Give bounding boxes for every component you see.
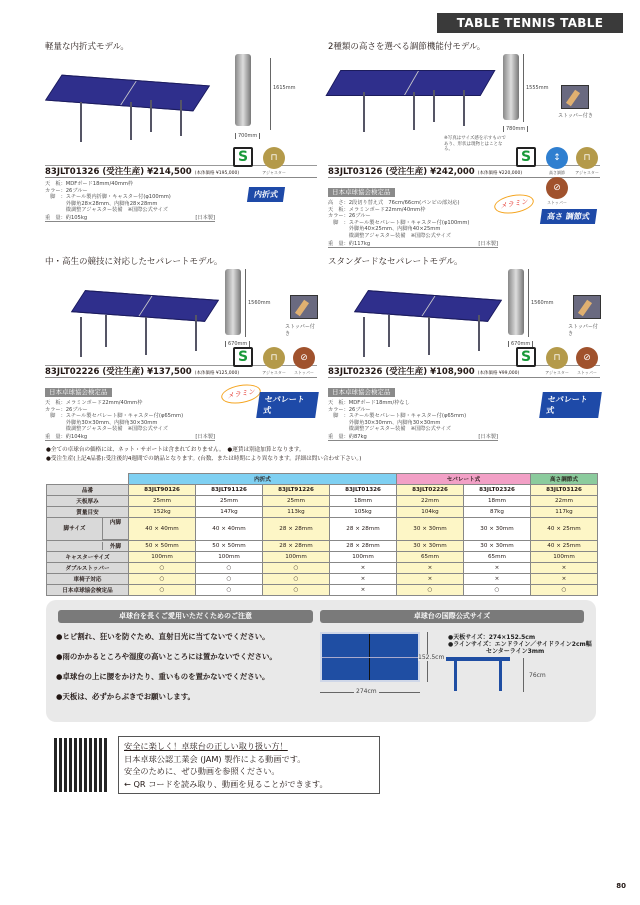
table-cell: 28 × 28mm <box>330 518 397 541</box>
height-dimension-line <box>523 658 524 692</box>
stopper-photo <box>290 295 318 319</box>
table-cell: 113kg <box>263 507 330 518</box>
table-cell: × <box>330 585 397 596</box>
table-cell: 83JLT01326 <box>330 485 397 496</box>
height-dimension: 1560mm <box>531 300 554 306</box>
spec-block <box>45 379 215 441</box>
table-cell: 83JLT02326 <box>464 485 531 496</box>
table-cell: ○ <box>263 585 330 596</box>
length-label: 274cm <box>356 688 377 695</box>
table-cell: 40 × 25mm <box>531 518 598 541</box>
line-size: ●ラインサイズ：エンドライン／サイドライン2cm幅 <box>448 641 592 648</box>
table-cell: × <box>464 563 531 574</box>
group-header: 高さ調節式 <box>531 474 598 485</box>
table-cell: ○ <box>129 563 196 574</box>
caution-item: ●ヒビ割れ、狂いを防ぐため、直射日光に当てないでください。 <box>56 632 270 641</box>
table-row <box>47 552 598 563</box>
price-notes <box>46 446 361 464</box>
icon-label: ストッパー <box>577 370 597 375</box>
spec-comparison-table <box>46 473 598 596</box>
table-cell: 22mm <box>531 496 598 507</box>
caution-item: ●卓球台の上に腰をかけたり、重いものを置かないでください。 <box>56 672 270 681</box>
table-cell: 30 × 30mm <box>397 541 464 552</box>
table-row <box>47 485 598 496</box>
table-cell: ○ <box>464 585 531 596</box>
product-block <box>328 255 600 455</box>
table-cell: × <box>464 574 531 585</box>
table-cell: 100mm <box>129 552 196 563</box>
table-cell: 83JLT03126 <box>531 485 598 496</box>
stopper-note: ストッパー付き <box>558 113 593 119</box>
height-dimension-line <box>270 58 271 130</box>
price: ¥137,500 <box>147 367 192 377</box>
table-cell: 25mm <box>196 496 263 507</box>
table-cell: 100mm <box>263 552 330 563</box>
table-cell: 105kg <box>330 507 397 518</box>
icon-label: 高さ調節 <box>549 170 565 175</box>
table-cell: 18mm <box>330 496 397 507</box>
folded-table-photo <box>503 54 519 120</box>
product-block <box>328 40 600 247</box>
table-row <box>47 518 598 541</box>
table-cell: 100mm <box>196 552 263 563</box>
table-cell: ○ <box>397 585 464 596</box>
spec-line: 外脚角30×30mm、内脚角30×30mm <box>328 419 441 426</box>
table-top-diagram <box>320 632 420 682</box>
order-type: (受注生産) <box>102 167 145 177</box>
table-cell: ○ <box>531 585 598 596</box>
stopper-note: ストッパー付き <box>568 324 598 337</box>
order-type: (受注生産) <box>385 367 428 377</box>
spec-line: 高 さ：2段切り替え式 76cm/66cm(パンピの部対応) <box>328 200 460 206</box>
type-badge: セパレート式 <box>256 392 319 418</box>
group-header: セパレート式 <box>397 474 531 485</box>
page-number: 80 <box>616 882 626 890</box>
table-row <box>47 496 598 507</box>
stopper-note: ストッパー付き <box>285 324 315 337</box>
spec-line: 微調整アジャスター装備 ※国際公式サイズ <box>45 207 168 214</box>
video-info-box <box>118 736 380 794</box>
table-row <box>47 541 598 552</box>
certified-badge: 日本卓球協会検定品 <box>45 388 112 397</box>
table-cell: 147kg <box>196 507 263 518</box>
width-label: 152.5cm <box>418 654 445 661</box>
table-row <box>47 563 598 574</box>
type-badge: 内折式 <box>247 187 285 202</box>
spec-line: カラー：26ブルー <box>328 406 371 413</box>
origin: [日本製] <box>478 240 498 247</box>
row-label: ダブルストッパー <box>47 563 129 574</box>
row-label: 外脚 <box>102 542 128 550</box>
table-cell: 22mm <box>397 496 464 507</box>
spec-line: 脚 ：スチール製セパレート脚・キャスター付(φ100mm) <box>328 219 470 226</box>
table-cell: × <box>397 563 464 574</box>
model-number: 83JLT03126 <box>328 167 383 177</box>
top-size: ●天板サイズ：274×152.5cm <box>448 634 536 641</box>
table-cell: × <box>397 574 464 585</box>
width-dimension: 670mm <box>508 341 533 347</box>
table-cell: 30 × 30mm <box>397 518 464 541</box>
table-cell: 18mm <box>464 496 531 507</box>
table-photo <box>348 295 498 365</box>
height-dimension-line <box>245 269 246 337</box>
row-label: 天板厚み <box>47 496 129 507</box>
height-dimension-line <box>528 269 529 337</box>
table-cell: 83JLT90126 <box>129 485 196 496</box>
height-dimension: 1560mm <box>248 300 271 306</box>
height-dimension-line <box>523 54 524 122</box>
height-dimension: 1555mm <box>526 85 549 91</box>
table-cell: ○ <box>129 585 196 596</box>
adjuster-icon: ⊓ <box>576 147 598 169</box>
weight: 重 量：約87kg <box>328 433 367 440</box>
leg-size-label: 脚サイズ <box>63 526 86 532</box>
weight: 重 量：約105kg <box>45 214 88 221</box>
price: ¥242,000 <box>430 167 475 177</box>
caution-title: 卓球台を長くご愛用いただくためのご注意 <box>58 610 313 623</box>
qr-code[interactable] <box>54 738 108 792</box>
table-cell: 65mm <box>464 552 531 563</box>
table-side-diagram <box>446 657 510 661</box>
model-number: 83JLT01326 <box>45 167 100 177</box>
s-mark-icon: S <box>516 347 536 367</box>
table-cell: 30 × 30mm <box>464 541 531 552</box>
table-cell: 83JLT02226 <box>397 485 464 496</box>
base-price: (本体価格 ¥220,000) <box>477 171 523 176</box>
spec-line: カラー：26ブルー <box>45 187 88 194</box>
folded-table-photo <box>225 269 241 335</box>
spec-line: 外脚角30×30mm、内脚角30×30mm <box>45 419 158 426</box>
melamine-badge: メラミン <box>220 382 263 407</box>
table-row <box>47 507 598 518</box>
spec-block <box>328 179 498 248</box>
table-cell: ○ <box>196 585 263 596</box>
height-dimension: 1615mm <box>273 85 296 91</box>
spec-line: 微調整アジャスター装備 ※国際公式サイズ <box>45 426 168 433</box>
product-tagline: 2種類の高さを選べる調節機能付モデル。 <box>328 42 486 52</box>
spec-line: カラー：26ブルー <box>45 406 88 413</box>
icon-label: アジャスター <box>545 370 569 375</box>
table-cell: 87kg <box>464 507 531 518</box>
s-mark-icon: S <box>233 147 253 167</box>
height-adjust-icon: ↕ <box>546 147 568 169</box>
base-price: (本体価格 ¥99,000) <box>477 371 520 376</box>
type-badge: 高さ 調節式 <box>540 209 597 224</box>
weight: 重 量：約104kg <box>45 433 88 440</box>
spec-line: カラー：26ブルー <box>328 213 371 220</box>
adjuster-icon: ⊓ <box>263 347 285 369</box>
spec-line: 外脚角40×25mm、内脚角40×25mm <box>328 226 441 233</box>
table-cell: 40 × 40mm <box>129 518 196 541</box>
row-label: キャスターサイズ <box>47 552 129 563</box>
origin: [日本製] <box>195 433 215 440</box>
qr-text-line: 日本卓球公認工業会 (JAM) 製作による動画です。 <box>124 753 306 764</box>
type-badge: セパレート式 <box>539 392 602 418</box>
spec-line: 脚 ：スチール製セパレート脚・キャスター付(φ65mm) <box>328 413 467 420</box>
table-cell: 100mm <box>330 552 397 563</box>
table-cell: 30 × 30mm <box>464 518 531 541</box>
row-label: 内脚 <box>102 518 128 540</box>
product-tagline: 軽量な内折式モデル。 <box>45 42 129 52</box>
icon-label: ストッパー <box>294 370 314 375</box>
base-price: (本体価格 ¥125,000) <box>194 371 240 376</box>
product-tagline: 中・高生の競技に対応したセパレートモデル。 <box>45 257 223 267</box>
row-label: 日本卓球協会検定品 <box>47 585 129 596</box>
certified-badge: 日本卓球協会検定品 <box>328 388 395 397</box>
stopper-photo <box>561 85 589 109</box>
icon-label: ストッパー <box>547 200 567 205</box>
caution-item: ●雨のかかるところや湿度の高いところには置かないでください。 <box>56 652 277 661</box>
spec-line: 脚 ：スチール製内折脚・キャスター付(φ100mm) <box>45 194 171 201</box>
table-cell: 28 × 28mm <box>263 518 330 541</box>
product-block <box>45 40 317 240</box>
table-cell: 83JLT91126 <box>196 485 263 496</box>
table-cell: ○ <box>196 574 263 585</box>
spec-block <box>328 379 498 441</box>
adjuster-icon: ⊓ <box>546 347 568 369</box>
table-cell: 40 × 25mm <box>531 541 598 552</box>
origin: [日本製] <box>195 214 215 221</box>
table-row <box>47 574 598 585</box>
certified-badge: 日本卓球協会検定品 <box>328 188 395 197</box>
adjuster-icon: ⊓ <box>263 147 285 169</box>
table-row <box>47 585 598 596</box>
table-cell: 152kg <box>129 507 196 518</box>
icon-label: アジャスター <box>262 170 286 175</box>
s-mark-icon: S <box>516 147 536 167</box>
width-dimension: 700mm <box>235 133 260 139</box>
spec-line: 微調整アジャスター装備 ※国際公式サイズ <box>328 232 451 239</box>
icon-label: アジャスター <box>575 170 599 175</box>
product-block <box>45 255 317 455</box>
weight: 重 量：約117kg <box>328 240 371 247</box>
table-cell: 25mm <box>263 496 330 507</box>
table-cell: 40 × 40mm <box>196 518 263 541</box>
row-label: 車椅子対応 <box>47 574 129 585</box>
table-cell: 25mm <box>129 496 196 507</box>
table-cell: 83JLT91226 <box>263 485 330 496</box>
width-dimension: 780mm <box>503 126 528 132</box>
spec-line: 天 板：MDFボード18mm/枠なし <box>328 400 410 406</box>
spec-line: 天 板：メラミンボード22mm/40mm枠 <box>328 206 426 213</box>
table-cell: 65mm <box>397 552 464 563</box>
order-type: (受注生産) <box>385 167 428 177</box>
stopper-icon: ⊘ <box>576 347 598 369</box>
center-line: センターライン3mm <box>486 648 545 655</box>
folded-table-photo <box>235 54 251 126</box>
table-cell: × <box>531 574 598 585</box>
table-photo <box>65 295 215 365</box>
row-label: 質量目安 <box>47 507 129 518</box>
group-header: 内折式 <box>129 474 397 485</box>
qr-text-line: ← QR コードを読み取り、動画を見ることができます。 <box>124 778 328 789</box>
table-cell: ○ <box>263 574 330 585</box>
table-cell: ○ <box>263 563 330 574</box>
table-photo <box>50 80 200 150</box>
s-mark-icon: S <box>233 347 253 367</box>
table-cell: 50 × 50mm <box>196 541 263 552</box>
table-cell: 50 × 50mm <box>129 541 196 552</box>
qr-text-line: 安全に楽しく！卓球台の正しい取り扱い方！ <box>124 741 288 751</box>
table-cell: ○ <box>129 574 196 585</box>
caution-item: ●天板は、必ずからぶきでお願いします。 <box>56 692 195 701</box>
note: ●全ての卓球台の価格には、ネット・サポートは含まれておりません。 ●運賃は別途加算となります。 <box>46 447 305 453</box>
spec-line: 天 板：MDFボード18mm/40mm枠 <box>45 181 134 187</box>
table-cell: 28 × 28mm <box>330 541 397 552</box>
page-header-title: TABLE TENNIS TABLE <box>437 13 623 33</box>
melamine-badge: メラミン <box>493 192 536 217</box>
product-tagline: スタンダードなセパレートモデル。 <box>328 257 463 267</box>
table-cell: 28 × 28mm <box>263 541 330 552</box>
table-cell: 100mm <box>531 552 598 563</box>
stopper-icon: ⊘ <box>293 347 315 369</box>
spec-line: 天 板：メラミンボード22mm/40mm枠 <box>45 400 143 406</box>
table-cell: 117kg <box>531 507 598 518</box>
row-label: 品番 <box>47 485 129 496</box>
width-dimension: 670mm <box>225 341 250 347</box>
spec-line: 外脚角28×28mm、内脚角28×28mm <box>45 200 158 207</box>
model-number: 83JLT02326 <box>328 367 383 377</box>
table-cell: × <box>330 563 397 574</box>
base-price: (本体価格 ¥195,000) <box>194 171 240 176</box>
price: ¥108,900 <box>430 367 475 377</box>
spec-line: 微調整アジャスター装備 ※国際公式サイズ <box>328 426 451 433</box>
table-cell: × <box>531 563 598 574</box>
price: ¥214,500 <box>147 167 192 177</box>
spec-line: 脚 ：スチール製セパレート脚・キャスター付(φ65mm) <box>45 413 184 420</box>
order-type: (受注生産) <box>102 367 145 377</box>
origin: [日本製] <box>478 433 498 440</box>
qr-text-line: 安全のために、ぜひ動画を参照ください。 <box>124 766 280 777</box>
height-label: 76cm <box>529 672 546 679</box>
table-photo <box>333 70 483 140</box>
photo-note: ※写真はサイズ感を示すもので あり、形状は現物とはことなる。 <box>444 136 506 152</box>
table-cell: ○ <box>196 563 263 574</box>
model-number: 83JLT02226 <box>45 367 100 377</box>
official-size-title: 卓球台の国際公式サイズ <box>320 610 584 623</box>
spec-block <box>45 179 215 222</box>
icon-label: アジャスター <box>262 370 286 375</box>
info-panel <box>46 600 596 722</box>
table-cell: × <box>330 574 397 585</box>
stopper-icon: ⊘ <box>546 177 568 199</box>
folded-table-photo <box>508 269 524 335</box>
stopper-photo <box>573 295 601 319</box>
note: ●受注生産(上記4品番):受注後約4週間での納品となります。(台数、または時期により異なります。詳細は問い合わせ下さい。) <box>46 456 362 462</box>
table-cell: 104kg <box>397 507 464 518</box>
